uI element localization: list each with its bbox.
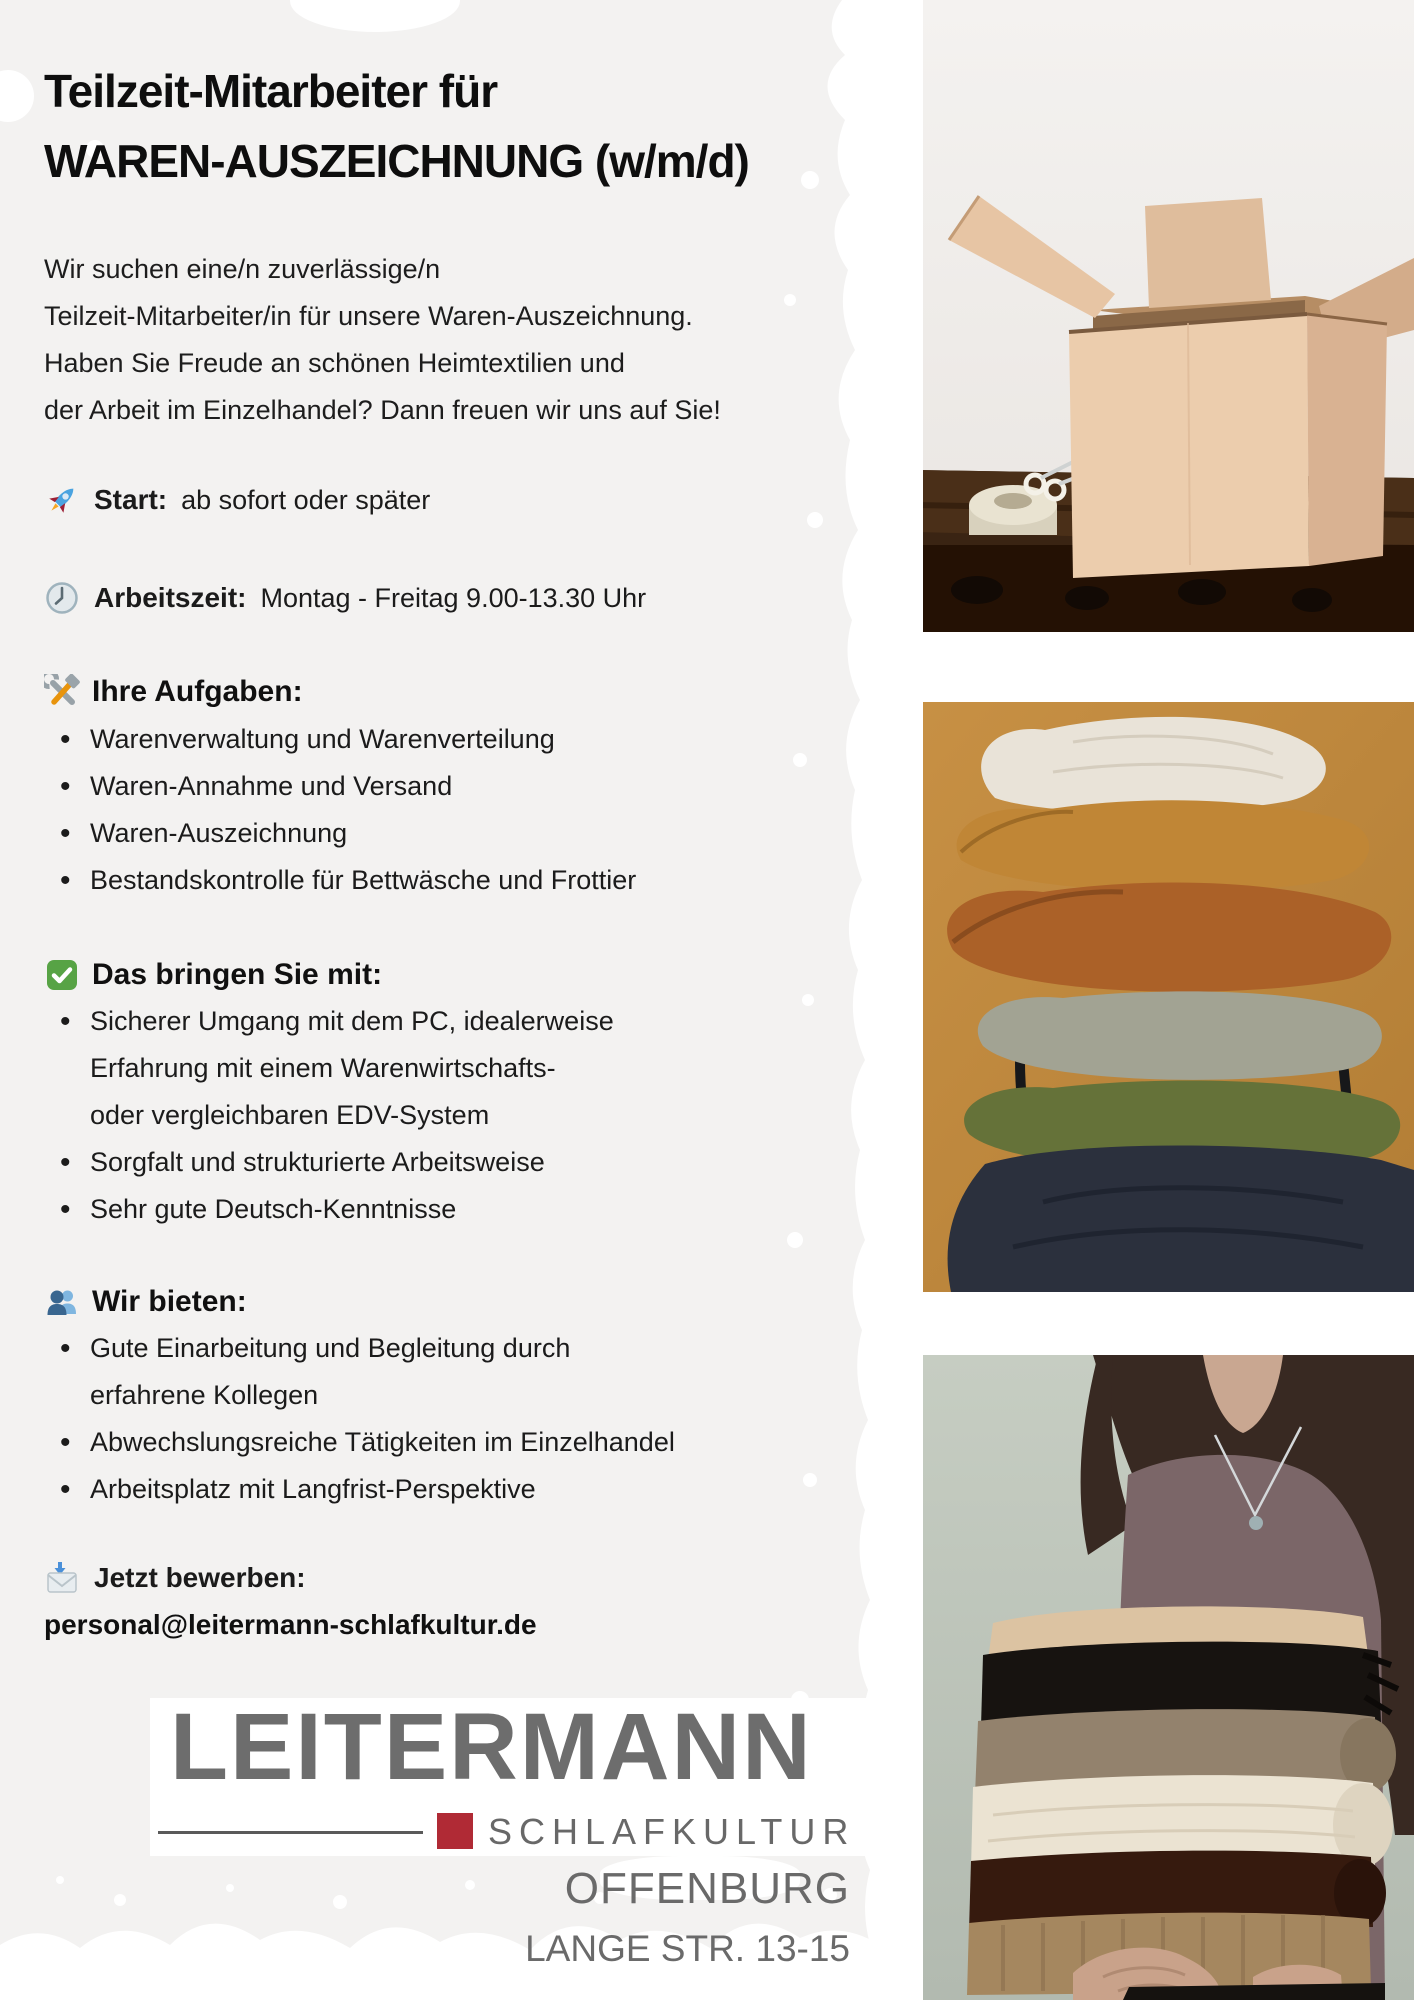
textiles-photo-graphic bbox=[923, 1355, 1414, 2000]
list-item: • Sorgfalt und strukturierte Arbeitsweise bbox=[44, 1139, 614, 1186]
rocket-icon bbox=[44, 482, 80, 518]
start-fact-row bbox=[44, 480, 430, 520]
page-title bbox=[44, 56, 749, 196]
tasks-list bbox=[44, 716, 636, 904]
application-email[interactable]: personal@leitermann-schlafkultur.de bbox=[44, 1609, 537, 1640]
list-item: • Waren-Annahme und Versand bbox=[44, 763, 636, 810]
list-item: • Sehr gute Deutsch-Kenntnisse bbox=[44, 1186, 614, 1233]
brand-wordmark: LEITERMANN bbox=[170, 1694, 813, 1800]
list-item-continuation: oder vergleichbaren EDV-System bbox=[90, 1100, 490, 1130]
store-city: OFFENBURG bbox=[564, 1864, 850, 1913]
title-line-1: Teilzeit-Mitarbeiter für bbox=[44, 65, 498, 117]
logo-divider-line bbox=[158, 1831, 423, 1834]
pillow-stack-photo bbox=[923, 702, 1414, 1292]
list-item: • Sicherer Umgang mit dem PC, idealerweise bbox=[44, 998, 614, 1045]
intro-line: Haben Sie Freude an schönen Heimtextilien und bbox=[44, 348, 625, 378]
list-item: • Arbeitsplatz mit Langfrist-Perspektive bbox=[44, 1466, 675, 1513]
apply-heading-label: Jetzt bewerben: bbox=[94, 1562, 306, 1593]
people-icon bbox=[44, 1284, 80, 1320]
intro-line: der Arbeit im Einzelhandel? Dann freuen wir uns auf Sie! bbox=[44, 395, 721, 425]
open-cardboard-box-photo bbox=[917, 0, 1414, 632]
worktime-fact-row bbox=[44, 578, 646, 618]
fact-label: Arbeitszeit: bbox=[94, 582, 247, 613]
list-item: • Abwechslungsreiche Tätigkeiten im Einzelhandel bbox=[44, 1419, 675, 1466]
tools-icon bbox=[44, 674, 80, 710]
store-address: LANGE STR. 13-15 bbox=[525, 1928, 850, 1969]
section-heading-offer bbox=[44, 1282, 247, 1322]
list-item: • Bestandskontrolle für Bettwäsche und Frottier bbox=[44, 857, 636, 904]
section-heading-label: Wir bieten: bbox=[92, 1285, 247, 1318]
profile-list bbox=[44, 998, 614, 1233]
list-item-continuation: Erfahrung mit einem Warenwirtschafts- bbox=[90, 1053, 556, 1083]
section-heading-tasks bbox=[44, 672, 303, 712]
section-heading-label: Ihre Aufgaben: bbox=[92, 675, 303, 708]
folded-textiles-photo bbox=[923, 1355, 1414, 2000]
fact-value: ab sofort oder später bbox=[181, 484, 431, 515]
fact-value: Montag - Freitag 9.00-13.30 Uhr bbox=[260, 582, 647, 613]
splatter-blob bbox=[0, 70, 34, 122]
box-photo-graphic bbox=[917, 0, 1414, 632]
fact-label: Start: bbox=[94, 484, 168, 515]
list-item-continuation: erfahrene Kollegen bbox=[90, 1380, 319, 1410]
section-heading-label: Das bringen Sie mit: bbox=[92, 958, 383, 991]
check-icon bbox=[44, 957, 80, 993]
photo-gap-spacer bbox=[917, 1292, 1414, 1355]
list-item: • Waren-Auszeichnung bbox=[44, 810, 636, 857]
splatter-blob bbox=[290, 0, 460, 32]
offer-list bbox=[44, 1325, 675, 1513]
intro-line: Wir suchen eine/n zuverlässige/n bbox=[44, 254, 441, 284]
list-item: • Warenverwaltung und Warenverteilung bbox=[44, 716, 636, 763]
intro-paragraph bbox=[44, 246, 721, 434]
intro-line: Teilzeit-Mitarbeiter/in für unsere Waren-Auszeichnung. bbox=[44, 301, 693, 331]
brand-tagline: SCHLAFKULTUR bbox=[488, 1811, 856, 1852]
apply-heading-row bbox=[44, 1558, 306, 1598]
title-line-2: WAREN-AUSZEICHNUNG (w/m/d) bbox=[44, 135, 749, 187]
logo-red-square bbox=[437, 1813, 473, 1849]
photo-gap-spacer bbox=[917, 632, 1414, 702]
pillow-photo-graphic bbox=[923, 702, 1414, 1292]
envelope-icon bbox=[44, 1560, 80, 1596]
list-item: • Gute Einarbeitung und Begleitung durch bbox=[44, 1325, 675, 1372]
clock-icon bbox=[44, 580, 80, 616]
section-heading-profile bbox=[44, 955, 382, 995]
